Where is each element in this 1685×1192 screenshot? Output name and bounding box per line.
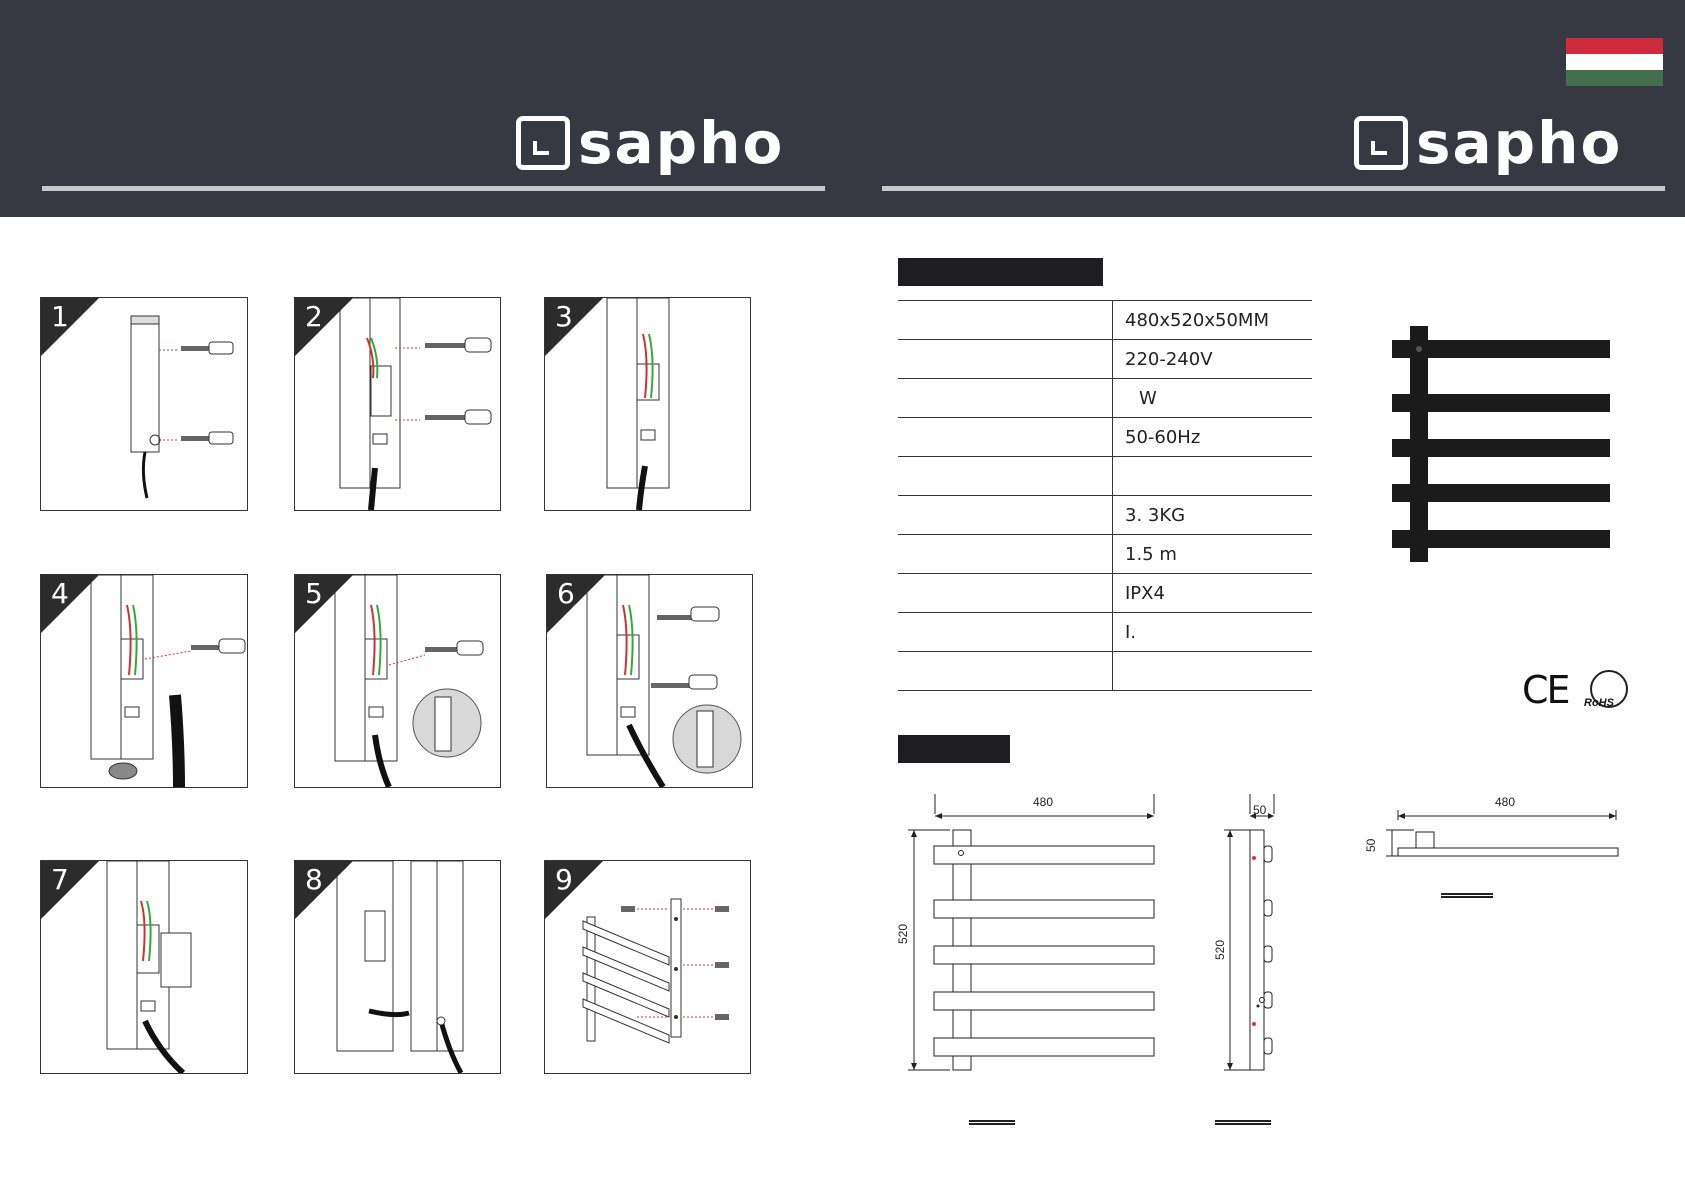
spec-label [898,301,1113,340]
step-panel-9 [544,860,751,1074]
ce-mark-icon: CE [1522,668,1569,712]
step-badge [295,575,353,633]
table-row [898,652,1312,691]
front-view-caption-underline [969,1120,1015,1125]
header-divider-left [42,186,825,191]
spec-label [898,379,1113,418]
step-badge [41,575,99,633]
step-badge [295,861,353,919]
step-panel-6 [546,574,753,788]
spec-value: 480x520x50MM [1113,301,1313,340]
table-row [898,496,1312,535]
side-view-drawing [1212,790,1302,1080]
dimensions-heading-bar [898,735,1010,763]
table-row [898,301,1312,340]
step-number: 4 [51,577,69,610]
step-panel-4 [40,574,248,788]
spec-value: I. [1113,613,1313,652]
step-panel-3 [544,297,751,511]
spec-value [1113,457,1313,496]
spec-label [898,340,1113,379]
spec-label [898,535,1113,574]
table-row [898,613,1312,652]
step-badge [545,861,603,919]
brand-name: sapho [578,109,785,177]
spec-heading-bar [898,258,1103,286]
spec-label [898,574,1113,613]
step-number: 6 [557,577,575,610]
front-height-label: 520 [896,923,910,944]
front-view-drawing [890,790,1170,1080]
step-panel-7 [40,860,248,1074]
top-depth-label: 50 [1364,838,1378,852]
spec-label [898,418,1113,457]
sapho-logo-left [516,109,796,177]
spec-value: IPX4 [1113,574,1313,613]
top-width-label: 480 [1495,795,1516,809]
side-height-label: 520 [1213,939,1227,960]
front-width-label: 480 [1033,795,1054,809]
spec-value: 220-240V [1113,340,1313,379]
step-number: 9 [555,863,573,896]
rohs-label: RoHS [1584,697,1614,709]
step-number: 2 [305,300,323,333]
step-panel-1 [40,297,248,511]
hungary-flag-icon [1566,38,1663,86]
side-view-caption-underline [1215,1120,1271,1125]
sapho-logo-icon [1354,116,1408,170]
spec-value: W [1113,379,1313,418]
step-number: 8 [305,863,323,896]
header-divider-right [882,186,1665,191]
table-row [898,340,1312,379]
step-panel-8 [294,860,501,1074]
spec-value: 1.5 m [1113,535,1313,574]
table-row [898,418,1312,457]
side-width-label: 50 [1253,803,1267,817]
header-band [0,0,1685,217]
top-view-caption-underline [1441,893,1493,898]
step-badge [547,575,605,633]
step-number: 3 [555,300,573,333]
table-row [898,457,1312,496]
step-number: 7 [51,863,69,896]
step-number: 1 [51,300,69,333]
spec-label [898,457,1113,496]
sapho-logo-icon [516,116,570,170]
spec-table [898,300,1312,691]
step-badge [545,298,603,356]
step-panel-2 [294,297,501,511]
spec-label [898,496,1113,535]
spec-value [1113,652,1313,691]
towel-rail-product-image [1386,322,1616,562]
spec-value: 50-60Hz [1113,418,1313,457]
brand-name: sapho [1416,109,1623,177]
spec-value: 3. 3KG [1113,496,1313,535]
table-row [898,379,1312,418]
table-row [898,574,1312,613]
step-badge [41,861,99,919]
table-row [898,535,1312,574]
step-panel-5 [294,574,501,788]
spec-label [898,652,1113,691]
step-badge [41,298,99,356]
sapho-logo-right [1354,109,1634,177]
spec-label [898,613,1113,652]
step-number: 5 [305,577,323,610]
step-badge [295,298,353,356]
